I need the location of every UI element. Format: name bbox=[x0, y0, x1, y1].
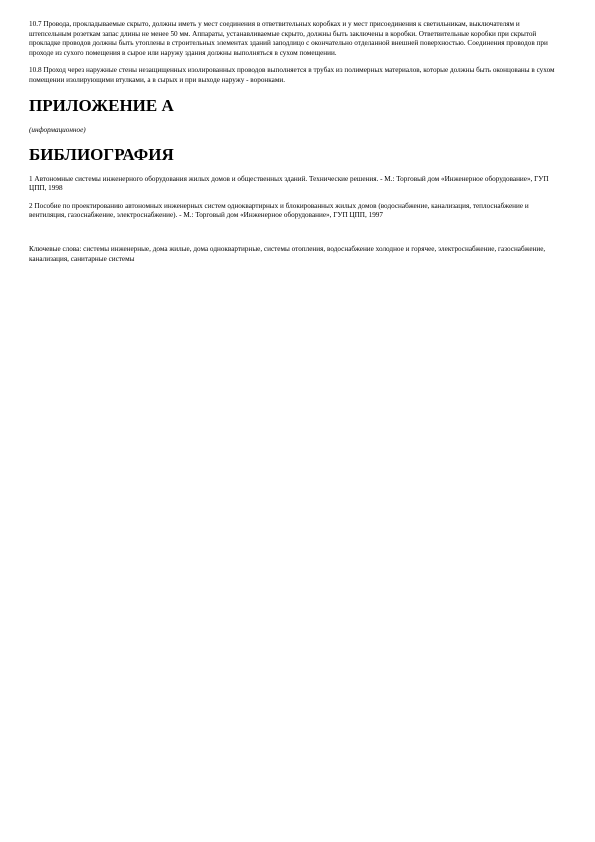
document-page bbox=[29, 16, 559, 264]
bibliography-item-1: 1 Автономные системы инженерного оборудования жилых домов и общественных зданий. Технические решения. - М.: Торговый дом «Инженерное оборудование», ГУП ЦПП, 1998 bbox=[29, 174, 549, 193]
bibliography-title: БИБЛИОГРАФИЯ bbox=[29, 144, 174, 164]
appendix-title: ПРИЛОЖЕНИЕ А bbox=[29, 95, 174, 115]
paragraph-10-8: 10.8 Проход через наружные стены незащищенных изолированных проводов выполняется в трубах из полимерных материалов, которые должны быть оконцованы в сухом помещении изолирующими втулками, а в сырых и при выходе наружу - воронками. bbox=[29, 66, 555, 84]
appendix-note: (информационное) bbox=[29, 125, 86, 134]
bibliography-item-2: 2 Пособие по проектированию автономных инженерных систем одноквартирных и блокированных жилых домов (водоснабжение, канализация, теплоснабжение и вентиляция, газоснабжение, электроснабжение). - М.: Торговый дом «Инженерное оборудование», ГУП ЦПП, 1997 bbox=[29, 201, 529, 220]
paragraph-10-7: 10.7 Провода, прокладываемые скрыто, должны иметь у мест соединения в ответвительных коробках и у мест присоединения к светильникам, выключателям и штепсельным розеткам запас длины не менее 50 мм. Аппараты, устанавливаемые скрыто, должны быть заключены в коробки. Ответвительные коробки при скрытой прокладке проводов должны быть утоплены в строительных элементах зданий заподлицо с окончательно отделанной внешней поверхностью. Соединения проводов при проходе из сухого помещения в сырое или наружу здания должны выполняться в сухом помещении. bbox=[29, 20, 548, 57]
keywords: Ключевые слова: системы инженерные, дома жилые, дома одноквартирные, системы отопления, водоснабжение холодное и горячее, электроснабжение, газоснабжение, канализация, санитарные системы bbox=[29, 244, 546, 263]
